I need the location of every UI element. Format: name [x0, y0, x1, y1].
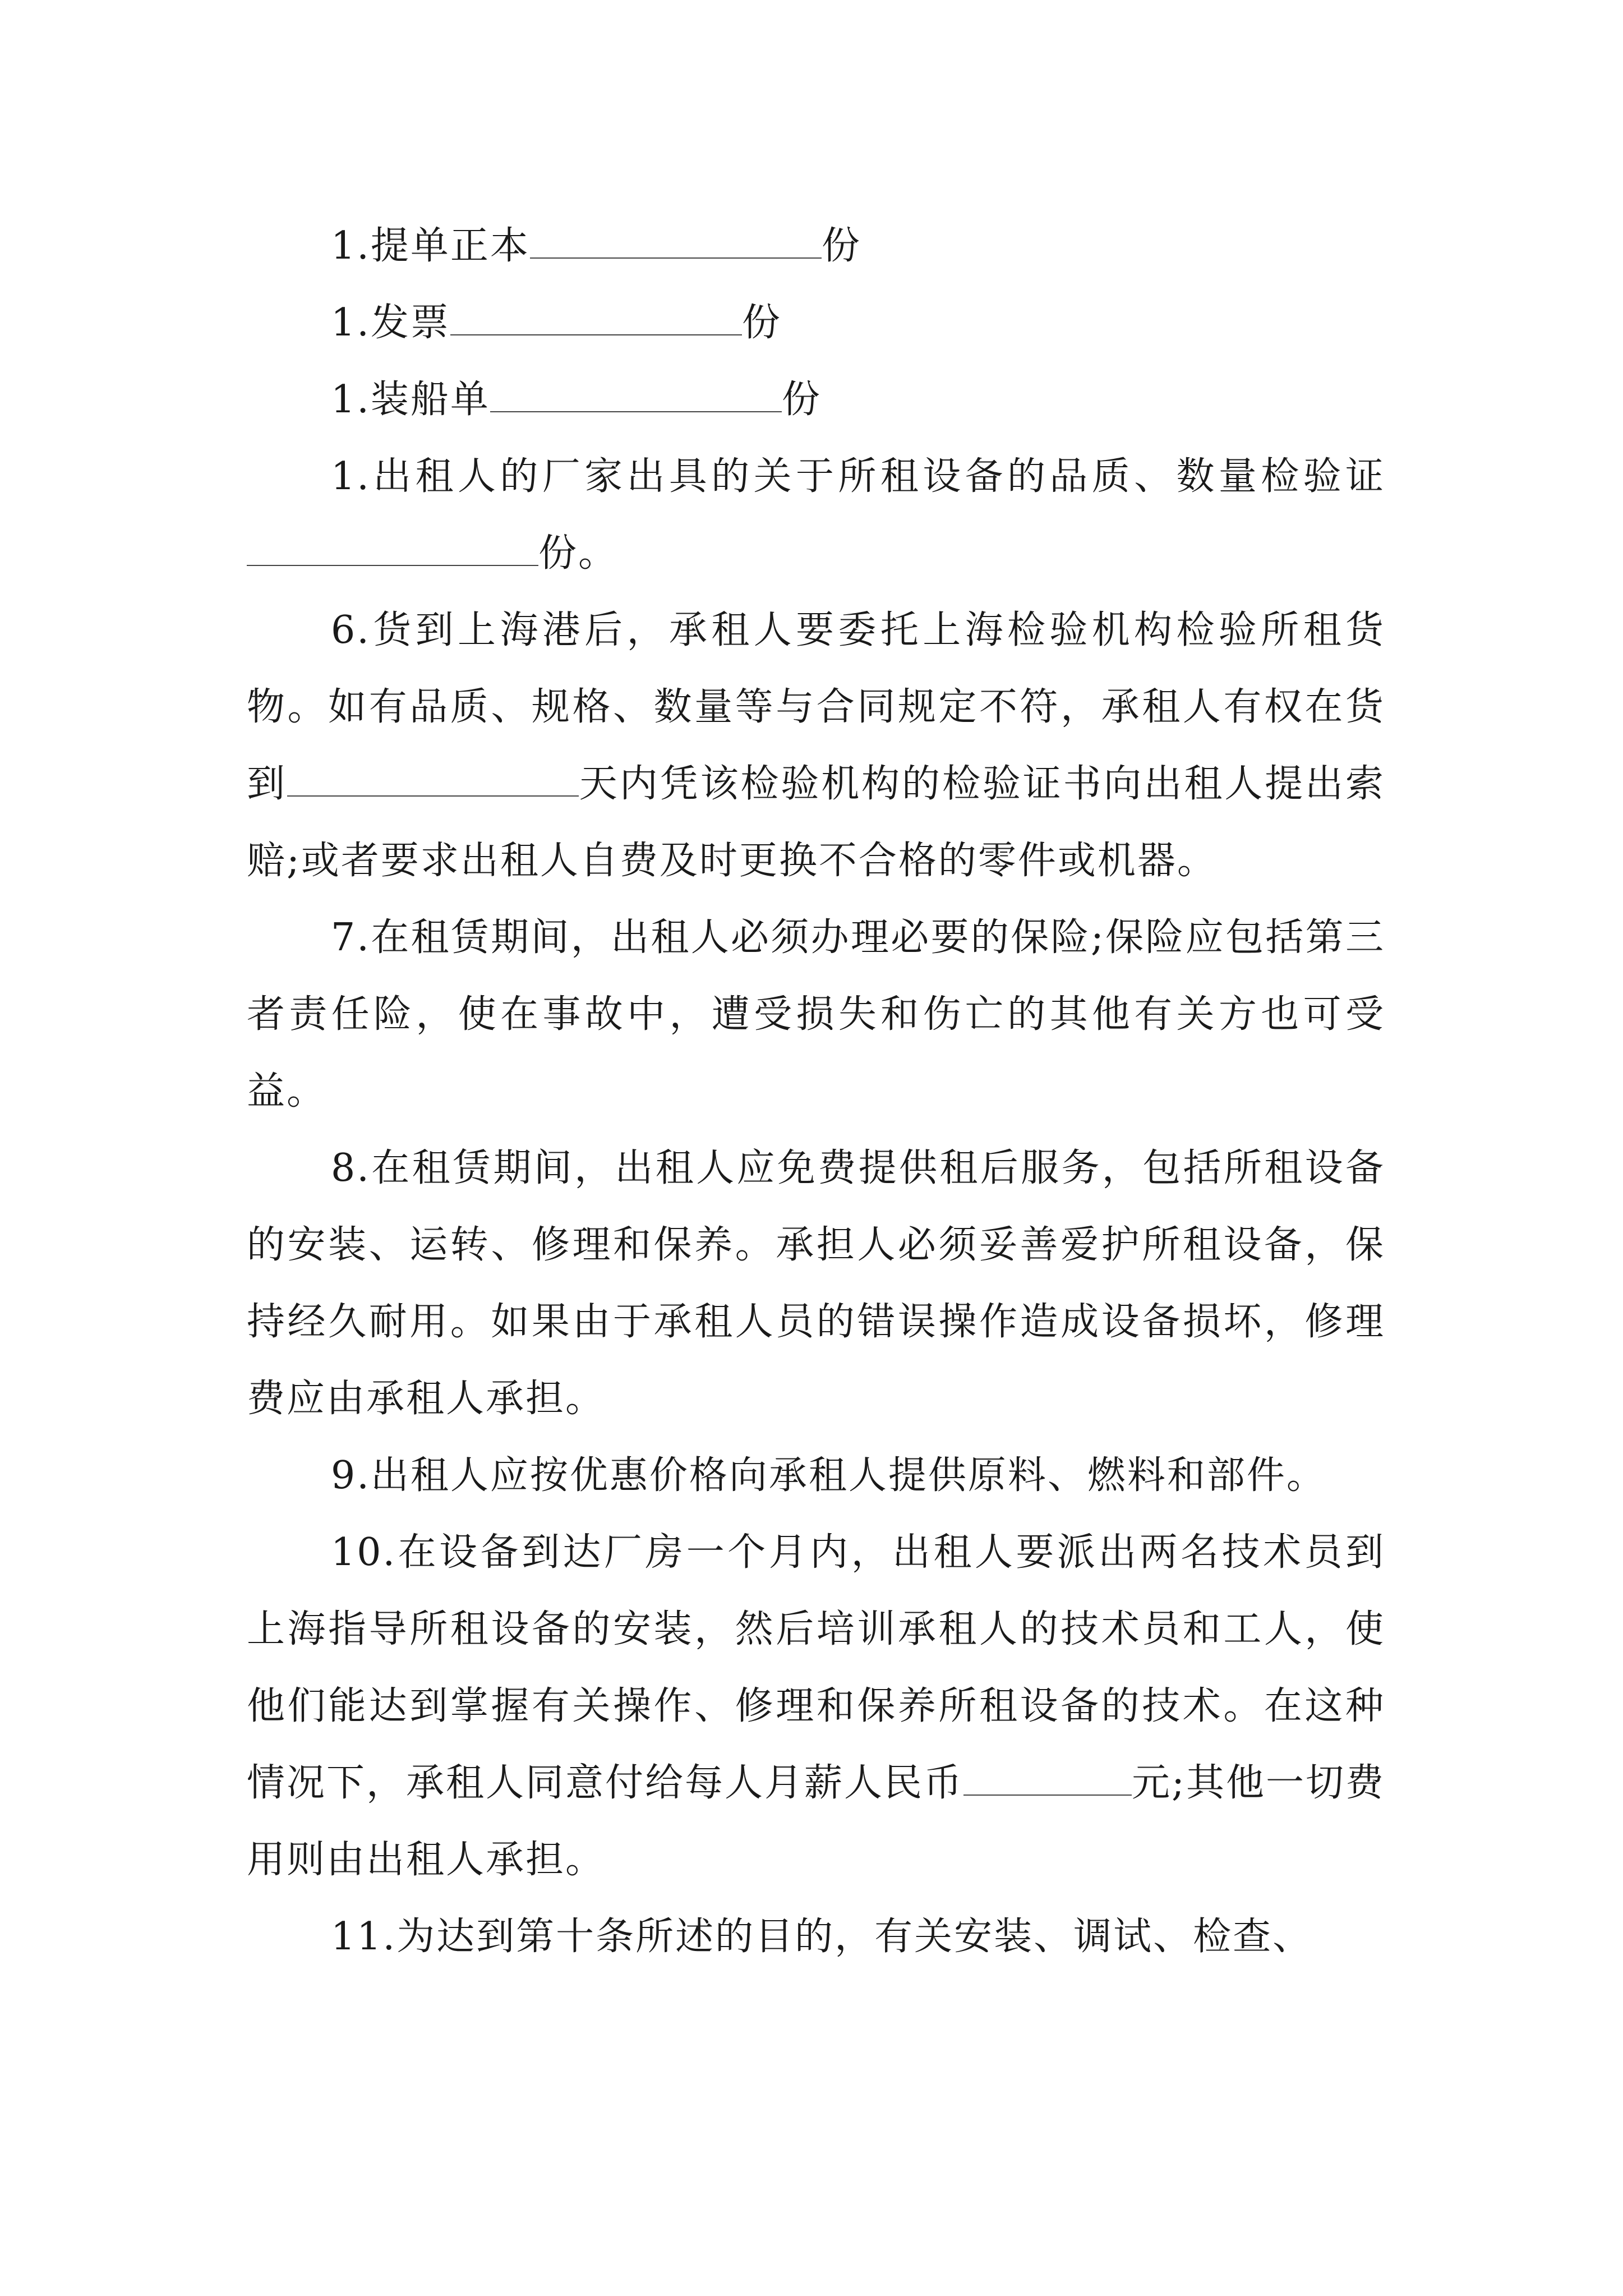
item-suffix: 份 — [741, 301, 782, 345]
clause-text-cont: 天内凭该检验机构的检验证书向出租人提出索赔;或者要求出租人自费及时更换不合格的零件或机器。 — [247, 762, 1385, 883]
clause-8 — [247, 1130, 1385, 1437]
item-text: 1.出租人的厂家出具的关于所租设备的品质、数量检验证 — [331, 454, 1385, 499]
item-suffix: 份。 — [538, 531, 619, 576]
clause-7 — [247, 899, 1385, 1130]
clause-9 — [247, 1437, 1385, 1514]
document-body — [247, 208, 1385, 1975]
item-text: 1.提单正本 — [331, 224, 530, 268]
item-text: 1.发票 — [331, 301, 450, 345]
item-text: 1.装船单 — [331, 378, 490, 422]
fill-blank[interactable] — [963, 1762, 1132, 1796]
item-bill-of-lading — [247, 208, 1385, 284]
fill-blank[interactable] — [530, 225, 822, 259]
clause-10 — [247, 1514, 1385, 1898]
item-suffix: 份 — [821, 224, 861, 268]
clause-text: 6.货到上海港后，承租人要委托上海检验机构检验所租货物。如有品质、规格、数量等与合同规定不符，承租人有权在货到 — [247, 608, 1385, 806]
clause-text: 11.为达到第十条所述的目的，有关安装、调试、检查、 — [331, 1915, 1313, 1959]
fill-blank[interactable] — [247, 532, 538, 566]
item-shipping-list — [247, 361, 1385, 438]
clause-text: 10.在设备到达厂房一个月内，出租人要派出两名技术员到上海指导所租设备的安装，然后培训承租人的技术员和工人，使他们能达到掌握有关操作、修理和保养所租设备的技术。在这种情况下，承租人同意付给每人月薪人民币 — [247, 1530, 1385, 1805]
fill-blank[interactable] — [490, 379, 782, 412]
clause-text-cont: 元;其他一切费用则由出租人承担。 — [247, 1761, 1385, 1882]
item-suffix: 份 — [781, 378, 822, 422]
fill-blank[interactable] — [450, 302, 742, 335]
clause-text: 8.在租赁期间，出租人应免费提供租后服务，包括所租设备的安装、运转、修理和保养。承担人必须妥善爱护所租设备，保持经久耐用。如果由于承租人员的错误操作造成设备损坏，修理费应由承租人承担。 — [247, 1146, 1385, 1421]
clause-11 — [247, 1898, 1385, 1975]
item-inspection-certificate — [247, 438, 1385, 592]
clause-text: 9.出租人应按优惠价格向承租人提供原料、燃料和部件。 — [331, 1453, 1326, 1498]
clause-6 — [247, 592, 1385, 899]
item-invoice — [247, 284, 1385, 361]
fill-blank[interactable] — [287, 763, 579, 797]
clause-text: 7.在租赁期间，出租人必须办理必要的保险;保险应包括第三者责任险，使在事故中，遭受损失和伤亡的其他有关方也可受益。 — [247, 915, 1385, 1114]
